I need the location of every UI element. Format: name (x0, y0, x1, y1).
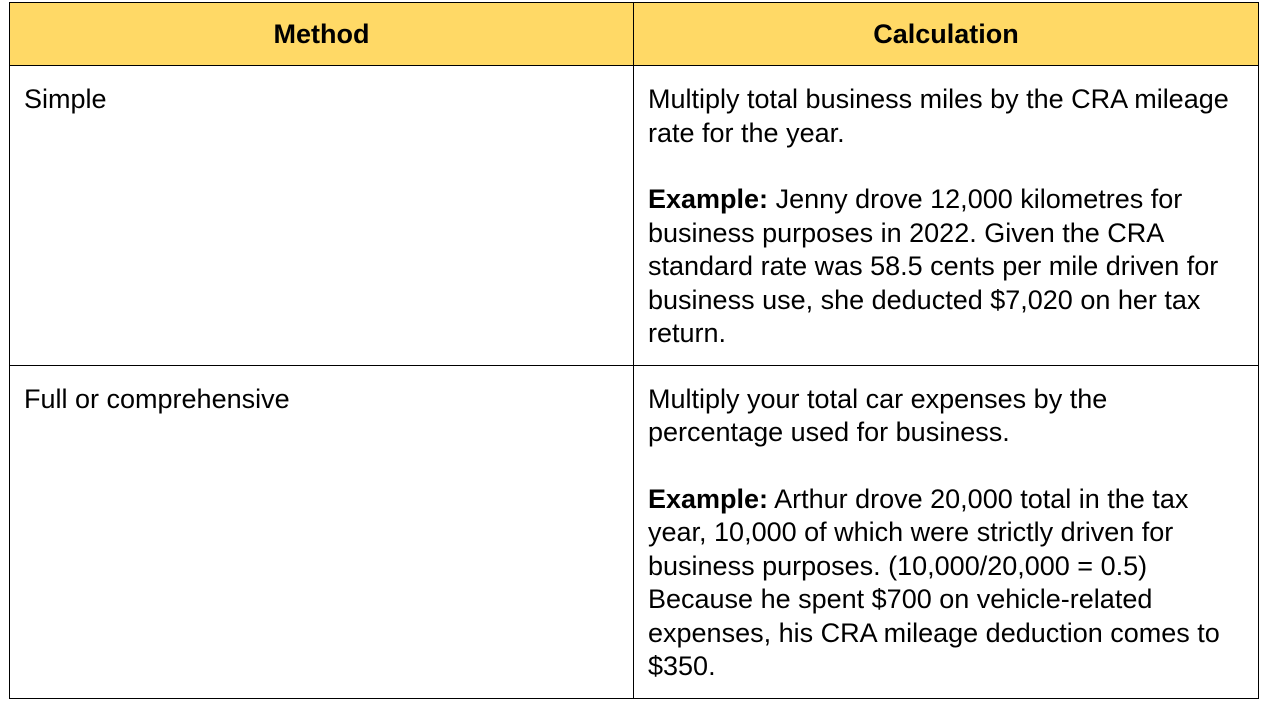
calculation-cell (634, 365, 1259, 698)
calculation-description: Multiply total business miles by the CRA mileage rate for the year. (648, 84, 1229, 148)
method-cell (10, 66, 634, 366)
table-row (10, 66, 1259, 366)
calculation-description: Multiply your total car expenses by the percentage used for business. (648, 383, 1108, 447)
mileage-methods-table (9, 2, 1259, 699)
method-name: Full or comprehensive (24, 383, 290, 414)
table-header-row (10, 3, 1259, 66)
example-label: Example: (648, 483, 769, 514)
table-row (10, 365, 1259, 698)
example-paragraph (648, 183, 1246, 351)
example-paragraph (648, 483, 1246, 684)
header-method: Method (10, 3, 634, 66)
mileage-methods-table-wrapper (9, 2, 1258, 699)
method-name: Simple (24, 84, 107, 114)
example-label: Example: (648, 184, 769, 214)
header-calculation: Calculation (634, 3, 1259, 66)
example-text: Jenny drove 12,000 kilometres for business purposes in 2022. Given the CRA standard rate was 58.5 cents per mile driven for business use, she deducted $7,020 on her tax return. (648, 184, 1219, 348)
calculation-cell (634, 66, 1259, 366)
example-text: Arthur drove 20,000 total in the tax year, 10,000 of which were strictly driven for business purposes. (10,000/20,000 = 0.5) Because he spent $700 on vehicle-related expenses, his CRA mileage deduction comes to $350. (648, 483, 1220, 681)
method-cell (10, 365, 634, 698)
